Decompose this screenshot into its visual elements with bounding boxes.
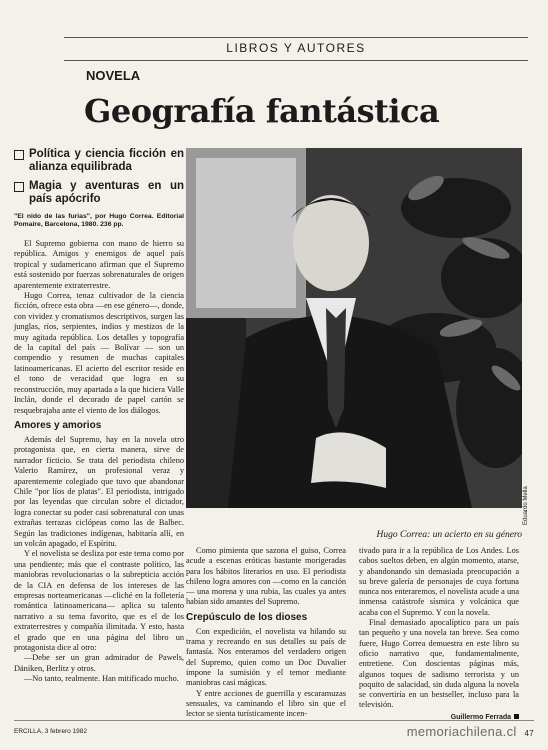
paragraph: Final demasiado apocalíptico para un país tan pequeño y una novela tan breve. Sea como fuere, Hugo Correa demuestra en este libro su oficio narrativo que, fundamentalmente, entretiene. Con doscientas páginas más, algunos toques de sadismo terrorista y un poquito de salacidad, sin duda alguna la novela se convertiría en un bestseller, incluso para la televisión.: [359, 618, 519, 710]
author-signature: [359, 713, 519, 723]
paragraph: Hugo Correa, tenaz cultivador de la ciencia ficción, ofrece esta obra —en ese género—, donde, con vividez y cromatismos descriptivos, surgen las junglas, ríos, serpientes, indios y mestizos de la muy agitada república. Los detalles y topografía de la capital del país — Bolívar — son un compendio y resumen de muchas capitales latinoamericanas. El acierto del escritor reside en el tono de veracidad que logra en su reconstrucción, muy apartada a la que hiciera Valle Inclán, donde el decorado de papel cartón se resquebrajaba ante el viento de los diálogos.: [14, 291, 185, 415]
column-right: [359, 546, 519, 723]
photo-credit: [523, 470, 533, 530]
paragraph: tivado para ir a la república de Los Andes. Los cabos sueltos deben, en algún momento, atarse, y abandonando sin demasiada preocupación a su breve galería de personajes de cuya fortuna nunca nos enteraremos, el novelista acude a una inmensa catástrofe sísmica y volcánica que acaba con el Supremo. Y con la novela.: [359, 546, 519, 617]
subheading: Amores y amorios: [14, 419, 102, 431]
watermark-text: memoriachilena.cl: [406, 724, 517, 739]
paragraph: —Debe ser un gran admirador de Pawels, Däniken, Berlitz y otros.: [14, 653, 184, 673]
author-photo-illustration: [186, 148, 522, 526]
column-left: [14, 148, 184, 685]
paragraph: Con expedición, el novelista va hilando su trama y recreando en sus detalles su país de fantasía. Nos enteramos del verdadero origen del Supremo, quien como un Doc Duvalier impone la sumisión y el temor mediante maniobras casi mágicas.: [186, 626, 346, 688]
paragraph: Además del Supremo, hay en la novela otro protagonista que, en cierta manera, sirve de narrador ficticio. Se trata del periodista chileno Valerio Ramírez, un profesional veraz y aparentemente colegiado que tuvo que abandonar Chile "por líos de platas". El periodista, intrigado por las leyendas que circulan sobre el dictador, logra conectar su poder casi sobrenatural con unas extrañas terrazas ciclópeas como las de Balbec. Según las tradiciones indígenas, habitaría allí, en un volcán apagado, el Espíritu.: [14, 434, 184, 548]
photo-credit-text: Eduardo Mella: [523, 486, 529, 525]
paragraph: Y entre acciones de guerrilla y escaramuzas sensuales, va caminando el libro sin que el lector se sienta turísticamente incen-: [186, 688, 346, 719]
deck-1: [14, 148, 184, 173]
author-photo: [186, 148, 522, 526]
end-mark-icon: [514, 714, 519, 719]
column-center: [186, 546, 346, 719]
deck-text: Magia y aventuras en un país apócrifo: [29, 180, 184, 205]
paragraph: El Supremo gobierna con mano de hierro su república. Amigos y enemigos de aquel país tropical y sudamericano afirman que el Supremo está sostenido por fuerzas sobrenaturales de origen aparentemente extraterrestre.: [14, 239, 184, 290]
subheading: Crepúsculo de los dioses: [186, 611, 308, 623]
footer-rule: [14, 720, 534, 721]
paragraph: Y el novelista se desliza por este tema como por una pendiente; más que el contraste político, las maniobras revolucionarias o la subrepticia acción de la CIA en defensa de los intereses de las empresas norteamericanas —cliché en la folletería romántica latinoamericana— aplica su talento narrativo a su tema favorito, que es el de los extraterrestres y compañía ilimitada. Y esto, hasta el grado que en una página del libro un protagonista dice al otro:: [14, 549, 184, 653]
paragraph: —No tanto, realmente. Han mitificado mucho.: [24, 674, 179, 684]
signature-text: Guillermo Ferrada: [450, 713, 511, 721]
book-credit: "El nido de las furias", por Hugo Correa. Editorial Pomaire, Barcelona, 1980. 236 pp.: [14, 213, 184, 228]
deck-text: Política y ciencia ficción en alianza equilibrada: [29, 148, 184, 173]
page-number: 47: [524, 729, 534, 738]
issue-text: ERCILLA, 3 febrero 1982: [14, 728, 87, 735]
footer-watermark: [407, 724, 534, 739]
article-title: Geografía fantástica: [84, 92, 440, 130]
paragraph: Como pimienta que sazona el guiso, Correa acude a escenas eróticas bastante morigeradas para los hábitos literarios en uso. El periodista chileno logra amores con —como en la canción— una morena y una rubia, las cuales ya antes habían sido amantes del Supremo.: [186, 546, 346, 607]
footer-issue: [14, 728, 87, 735]
checkbox-icon: [14, 150, 24, 160]
photo-caption: Hugo Correa: un acierto en su género: [376, 530, 522, 540]
deck-2: [14, 180, 184, 205]
section-header: LIBROS Y AUTORES: [64, 37, 528, 61]
checkbox-icon: [14, 182, 24, 192]
kicker: NOVELA: [86, 68, 141, 83]
